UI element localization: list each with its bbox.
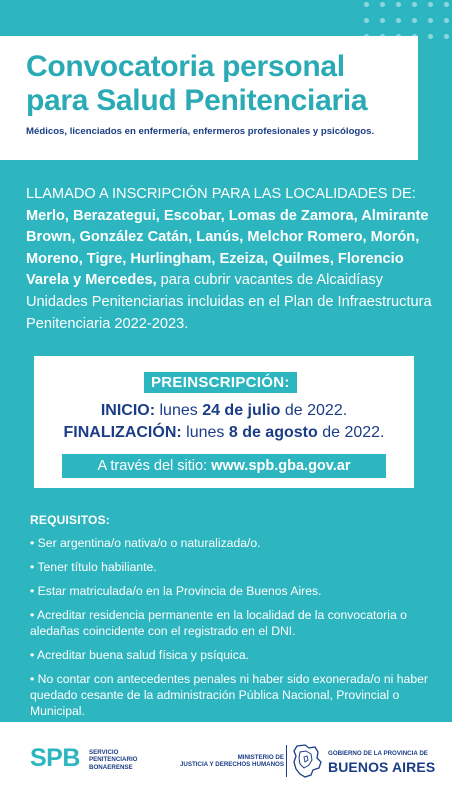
spb-sub-3: BONAERENSE bbox=[89, 763, 133, 771]
requirement-item: • Acreditar buena salud física y psíquica. bbox=[30, 647, 430, 663]
intro-lead: LLAMADO A INSCRIPCIÓN PARA LAS LOCALIDADES DE: bbox=[26, 186, 416, 202]
spb-sub-2: PENITENCIARIO bbox=[89, 756, 138, 764]
dot bbox=[444, 2, 449, 7]
dot bbox=[396, 2, 401, 7]
province-map-icon bbox=[291, 744, 323, 778]
start-label: INICIO: bbox=[100, 402, 156, 419]
ministry-logo bbox=[174, 754, 284, 769]
end-date-line bbox=[34, 424, 414, 442]
start-date-line bbox=[34, 402, 414, 420]
dot bbox=[428, 2, 433, 7]
requirement-item: • Estar matriculada/o en la Provincia de Buenos Aires. bbox=[30, 583, 430, 599]
ministry-line-1: MINISTERIO DE bbox=[237, 754, 284, 761]
spb-sub-1: SERVICIO bbox=[89, 749, 119, 756]
end-pre: lunes bbox=[181, 424, 229, 441]
page-title bbox=[26, 50, 418, 118]
dot bbox=[412, 18, 417, 23]
dot bbox=[380, 2, 385, 7]
end-date: 8 de agosto bbox=[228, 424, 318, 441]
spb-subtitle bbox=[89, 749, 137, 771]
header-panel bbox=[0, 36, 418, 160]
requirement-item: • Ser argentina/o nativa/o o naturalizada/o. bbox=[30, 535, 430, 551]
dot bbox=[444, 34, 449, 39]
site-link[interactable]: www.spb.gba.gov.ar bbox=[211, 458, 351, 474]
province-gov-label: GOBIERNO DE LA PROVINCIA DE bbox=[328, 750, 428, 757]
page-subtitle: Médicos, licenciados en enfermería, enfermeros profesionales y psicólogos. bbox=[26, 126, 375, 137]
preinscription-badge: PREINSCRIPCIÓN: bbox=[144, 372, 297, 393]
province-name: BUENOS AIRES bbox=[328, 759, 436, 775]
start-date: 24 de julio bbox=[202, 402, 281, 419]
requirement-item: • Acreditar residencia permanente en la localidad de la convocatoria o aledañas coincidente con el registrado en el DNI. bbox=[30, 607, 430, 639]
dot bbox=[428, 18, 433, 23]
dot bbox=[412, 2, 417, 7]
ministry-line-2: JUSTICIA Y DERECHOS HUMANOS bbox=[179, 761, 284, 769]
dot bbox=[364, 18, 369, 23]
requirement-item: • Tener título habiliante. bbox=[30, 559, 430, 575]
logo-divider bbox=[286, 745, 287, 777]
requirements-title: REQUISITOS: bbox=[30, 513, 110, 527]
footer-logos bbox=[0, 722, 452, 800]
site-pre: A través del sitio: bbox=[97, 458, 212, 474]
intro-rest: para cubrir vacantes de Alcaidíasy Unidades Penitenciarias incluidas en el Plan de Infraestructura Penitenciaria 2022-2023. bbox=[26, 272, 432, 332]
dot bbox=[428, 34, 433, 39]
end-label: FINALIZACIÓN: bbox=[63, 424, 182, 441]
end-year: de 2022. bbox=[317, 424, 385, 441]
intro-text bbox=[26, 184, 432, 335]
requirement-item: • No contar con antecedentes penales ni haber sido exonerada/o ni haber quedado cesante de la administración Pública Nacional, Provincial o Municipal. bbox=[30, 671, 430, 719]
dot bbox=[396, 18, 401, 23]
site-bar bbox=[62, 454, 386, 478]
preinscription-box bbox=[34, 356, 414, 488]
dot bbox=[380, 18, 385, 23]
start-year: de 2022. bbox=[280, 402, 348, 419]
dot bbox=[444, 18, 449, 23]
localities-list: Merlo, Berazategui, Escobar, Lomas de Zamora, Almirante Brown, González Catán, Lanús, Melchor Romero, Morón, Moreno, Tigre, Hurlingham, Ezeiza, Quilmes, Florencio Varela y Mercedes, bbox=[26, 207, 429, 289]
title-line-2: para Salud Penitenciaria bbox=[26, 84, 368, 117]
spb-logo: SPB bbox=[30, 744, 80, 772]
requirements-section bbox=[30, 512, 430, 727]
dot bbox=[364, 2, 369, 7]
title-line-1: Convocatoria personal bbox=[26, 50, 345, 83]
start-pre: lunes bbox=[155, 402, 203, 419]
